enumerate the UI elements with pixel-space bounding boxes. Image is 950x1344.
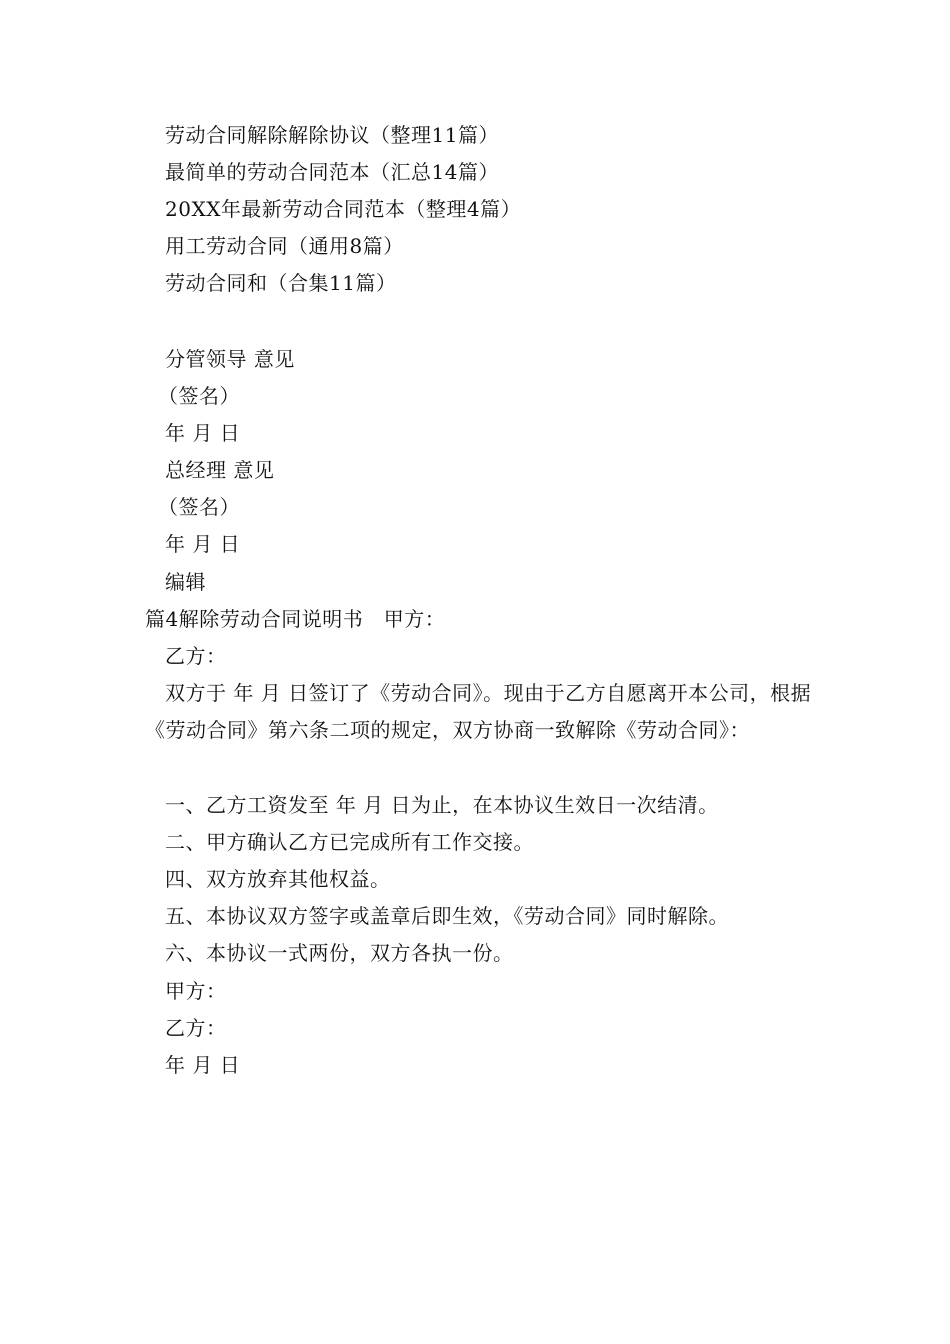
related-article-link[interactable]: 劳动合同解除解除协议（整理11篇） [165,123,499,147]
party-b-label: 乙方： [165,644,227,668]
sign-date: 年 月 日 [165,1053,241,1077]
related-article-link[interactable]: 20XX年最新劳动合同范本（整理4篇） [165,197,522,221]
related-article-link[interactable]: 劳动合同和（合集11篇） [165,271,397,295]
clause-item: 五、本协议双方签字或盖章后即生效，《劳动合同》同时解除。 [165,904,729,928]
section-heading: 篇4解除劳动合同说明书 甲方： [145,607,446,631]
manager-date-label: 年 月 日 [165,421,241,445]
edit-link[interactable]: 编辑 [165,570,206,594]
clause-item: 二、甲方确认乙方已完成所有工作交接。 [165,830,534,854]
clause-item: 一、乙方工资发至 年 月 日为止，在本协议生效日一次结清。 [165,793,719,817]
gm-date-label: 年 月 日 [165,532,241,556]
sign-party-b: 乙方： [165,1016,227,1040]
clause-item: 六、本协议一式两份，双方各执一份。 [165,941,514,965]
gm-signature-label: （签名） [158,495,240,519]
related-article-link[interactable]: 用工劳动合同（通用8篇） [165,234,404,258]
manager-opinion-label: 分管领导 意见 [165,347,295,371]
clause-item: 四、双方放弃其他权益。 [165,867,391,891]
manager-signature-label: （签名） [158,384,240,408]
gm-opinion-label: 总经理 意见 [165,458,275,482]
agreement-intro-paragraph: 双方于 年 月 日签订了《劳动合同》。现由于乙方自愿离开本公司，根据《劳动合同》第六条二项的规定，双方协商一致解除《劳动合同》： [145,681,812,742]
sign-party-a: 甲方： [165,979,227,1003]
related-article-link[interactable]: 最简单的劳动合同范本（汇总14篇） [165,160,499,184]
